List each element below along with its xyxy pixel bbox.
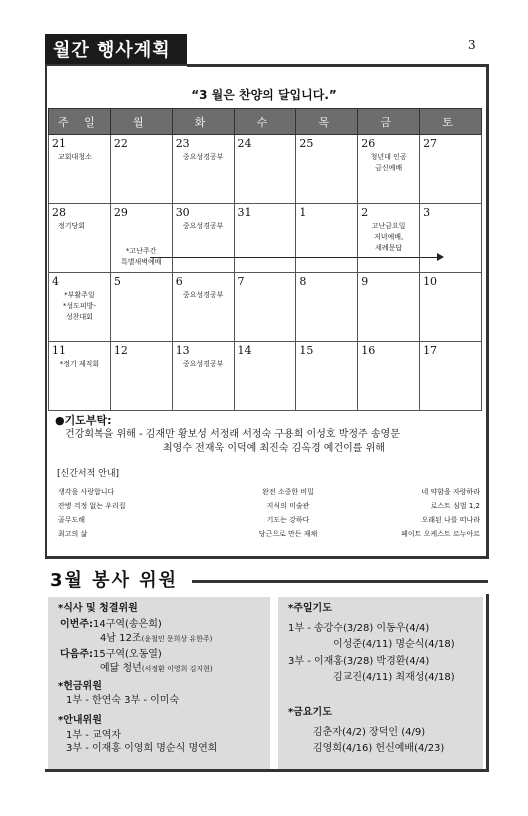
service-rule	[192, 580, 488, 583]
calendar-week-row	[49, 273, 482, 342]
book-row	[58, 499, 480, 513]
day-number: 22	[113, 137, 128, 150]
sunday-prayer-line: 이성준(4/11) 명순식(4/18)	[333, 639, 455, 650]
calendar-event: 고난금요일 저녁예배, 세례문답	[371, 222, 406, 252]
new-books-list	[58, 485, 480, 541]
friday-prayer-title: *금요기도	[288, 707, 332, 718]
day-number: 23	[175, 137, 190, 150]
next-week-note: 예닮 청년	[100, 663, 142, 674]
day-header: 월	[110, 109, 172, 135]
day-number: 7	[237, 275, 245, 288]
calendar-event: *고난주간 특별새벽예배	[120, 247, 162, 266]
page-number: 3	[468, 38, 476, 52]
book-title: 기도는 강하다	[266, 516, 310, 524]
book-row	[58, 513, 480, 527]
service-section-title: 3월 봉사 위원	[50, 570, 178, 591]
day-number: 12	[113, 344, 128, 357]
day-number: 26	[361, 137, 376, 150]
calendar-day-cell	[234, 204, 296, 273]
book-row	[58, 485, 480, 499]
holy-week-arrow	[150, 257, 442, 258]
book-title: 로스트 심벌 1,2	[430, 502, 480, 510]
calendar-event: 중요성경공부	[182, 153, 224, 161]
day-header: 주 일	[49, 109, 111, 135]
offering-line: 1부 - 한연숙 3부 - 이미숙	[66, 695, 180, 706]
day-number: 1	[299, 206, 307, 219]
day-number: 3	[423, 206, 431, 219]
sunday-prayer-title: *주일기도	[288, 603, 332, 614]
day-header: 수	[234, 109, 296, 135]
calendar-day-cell	[172, 204, 234, 273]
prayer-line: 최영수 전재욱 이덕예 최진숙 김옥경 예건이를 위해	[163, 443, 385, 454]
calendar-day-cell	[358, 204, 420, 273]
calendar-day-cell	[420, 342, 482, 411]
calendar-week-row	[49, 135, 482, 204]
book-title: 당근으로 만든 재채	[258, 530, 318, 538]
calendar-event: 교회대청소	[58, 153, 92, 161]
event-calendar	[48, 108, 482, 411]
calendar-day-cell	[420, 273, 482, 342]
calendar-day-cell	[420, 204, 482, 273]
day-number: 27	[423, 137, 438, 150]
day-header: 화	[172, 109, 234, 135]
book-title: 네 약함을 자랑하라	[421, 488, 480, 496]
calendar-day-cell	[296, 273, 358, 342]
day-number: 4	[52, 275, 59, 288]
next-week-value: 15구역(오동열)	[92, 649, 162, 660]
book-title: 오래된 나를 떠나라	[421, 516, 480, 524]
usher-line: 1부 - 교역자	[66, 730, 121, 741]
day-number: 15	[299, 344, 314, 357]
day-number: 13	[175, 344, 190, 357]
day-number: 5	[113, 275, 121, 288]
sunday-prayer-line: 김교진(4/11) 최재성(4/18)	[333, 672, 455, 683]
calendar-day-cell	[234, 135, 296, 204]
calendar-header-row	[49, 109, 482, 135]
day-header: 목	[296, 109, 358, 135]
calendar-day-cell	[172, 273, 234, 342]
prayer-line: 건강회복을 위해 - 김재만 황보성 서정래 서정숙 구용희 이성호 박정주 송영문	[65, 429, 400, 440]
calendar-week-row	[49, 342, 482, 411]
day-number: 21	[52, 137, 66, 150]
calendar-day-cell	[172, 135, 234, 204]
calendar-event: 정기당회	[58, 222, 86, 230]
day-header: 금	[358, 109, 420, 135]
book-title: 골무도해	[58, 516, 86, 524]
calendar-day-cell	[49, 342, 111, 411]
calendar-day-cell	[234, 273, 296, 342]
day-number: 28	[52, 206, 66, 219]
calendar-day-cell	[110, 273, 172, 342]
friday-prayer-line: 김영희(4/16) 헌신예배(4/23)	[313, 743, 445, 754]
day-number: 9	[361, 275, 369, 288]
calendar-event: *정기 제직회	[59, 360, 100, 368]
day-number: 14	[237, 344, 252, 357]
next-week-note-small: (서정환 이영희 김지현)	[141, 665, 213, 673]
this-week-label: 이번주:	[60, 619, 93, 630]
day-number: 11	[52, 344, 66, 357]
calendar-day-cell	[420, 135, 482, 204]
calendar-event: 중요성경공부	[182, 360, 224, 368]
calendar-day-cell	[110, 204, 172, 273]
calendar-day-cell	[234, 342, 296, 411]
calendar-day-cell	[296, 135, 358, 204]
book-title: 페이트 오케스트 르누아르	[401, 530, 480, 538]
sunday-prayer-line: 1부 - 송강수(3/28) 이동우(4/4)	[288, 623, 430, 634]
calendar-day-cell	[49, 273, 111, 342]
calendar-day-cell	[296, 342, 358, 411]
calendar-event: 청년대 인공 금신예배	[370, 153, 407, 172]
usher-committee-title: *안내위원	[58, 715, 102, 726]
book-title: 생각을 사랑합니다	[58, 488, 115, 496]
calendar-week-row	[49, 204, 482, 273]
day-number: 25	[299, 137, 314, 150]
this-week-note-small: (윤철민 문희상 유한주)	[141, 635, 213, 643]
day-number: 2	[361, 206, 369, 219]
next-week-label: 다음주:	[60, 649, 93, 660]
day-number: 31	[237, 206, 252, 219]
calendar-day-cell	[172, 342, 234, 411]
day-header: 토	[420, 109, 482, 135]
calendar-day-cell	[49, 204, 111, 273]
day-number: 24	[237, 137, 252, 150]
calendar-day-cell	[358, 342, 420, 411]
friday-prayer-line: 김춘자(4/2) 장덕인 (4/9)	[313, 727, 426, 738]
book-title: 최고의 삶	[58, 530, 88, 538]
usher-line: 3부 - 이재홍 이영희 명순식 명연희	[66, 743, 218, 754]
calendar-day-cell	[358, 273, 420, 342]
offering-committee-title: *헌금위원	[58, 681, 102, 692]
monthly-motto: “3 월은 찬양의 달입니다.”	[191, 88, 337, 102]
calendar-event: 중요성경공부	[182, 291, 224, 299]
sunday-prayer-line: 3부 - 이재홍(3/28) 박경환(4/4)	[288, 656, 430, 667]
day-number: 30	[175, 206, 190, 219]
book-title: 지식의 미술관	[266, 502, 310, 510]
calendar-event: 중요성경공부	[182, 222, 224, 230]
day-number: 6	[175, 275, 183, 288]
day-number: 17	[423, 344, 438, 357]
day-number: 8	[299, 275, 307, 288]
calendar-day-cell	[49, 135, 111, 204]
day-number: 10	[423, 275, 438, 288]
page-title: 월간 행사계획	[45, 34, 187, 64]
calendar-day-cell	[296, 204, 358, 273]
calendar-day-cell	[358, 135, 420, 204]
day-number: 29	[113, 206, 128, 219]
book-title: 완전 소중한 비밀	[262, 488, 314, 496]
this-week-value: 14구역(송은희)	[92, 619, 162, 630]
prayer-requests	[55, 412, 475, 456]
this-week-note: 4남 12조	[100, 633, 142, 644]
book-row	[58, 527, 480, 541]
calendar-event: *부활주일 *성도피방- 성찬대회	[62, 291, 96, 321]
calendar-day-cell	[110, 342, 172, 411]
day-number: 16	[361, 344, 376, 357]
calendar-day-cell	[110, 135, 172, 204]
new-books-title: [신간서적 안내]	[57, 469, 120, 479]
lunch-committee-title: *식사 및 청결위원	[58, 603, 138, 614]
book-title: 잔병 걱정 없는 우리집	[58, 502, 126, 510]
prayer-title: ●기도부탁:	[55, 414, 112, 427]
